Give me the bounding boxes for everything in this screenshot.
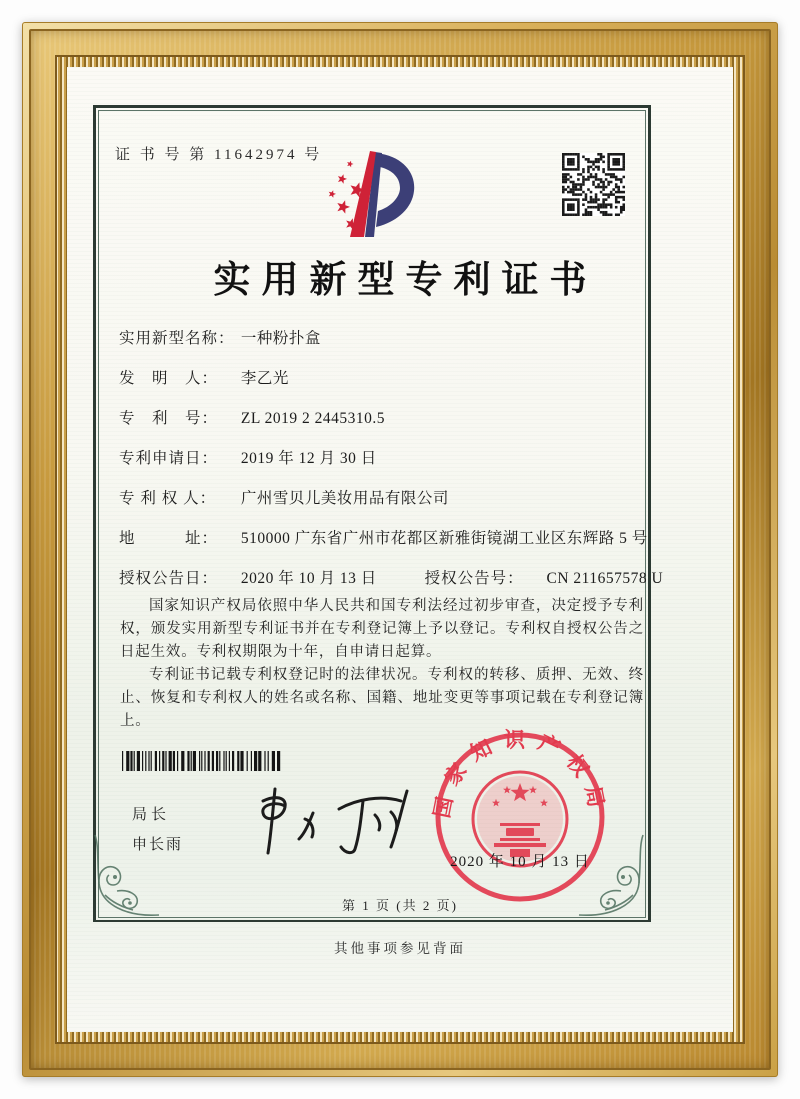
field-value: 2019 年 12 月 30 日 [240,450,377,467]
seal-date: 2020 年 10 月 13 日 [450,854,590,870]
grant-no-label: 授权公告号： [424,570,524,587]
field-row-patent-no [119,399,703,439]
field-value: 广州雪贝儿美妆用品有限公司 [240,490,449,507]
legal-paragraph-1: 国家知识产权局依照中华人民共和国专利法经过初步审查，决定授予专利权，颁发实用新型专利证书并在专利登记簿上予以登记。专利权自授权公告之日起生效。专利权期限为十年，自申请日起算。 [120,598,644,660]
signature-icon [235,779,415,861]
footer-note: 其他事项参见背面 [334,941,466,956]
field-value: ZL 2019 2 2445310.5 [240,410,385,427]
field-value: 2020 年 10 月 13 日 [240,570,377,587]
field-value: 李乙光 [240,370,289,387]
picture-frame-bead-strip [56,56,744,1043]
certificate-title: 实用新型专利证书 [213,260,598,301]
field-label: 授权公告日： [119,570,219,587]
field-row-name [119,319,703,359]
grant-no-value: CN 211657578 U [546,570,664,587]
certificate-fields [119,319,703,599]
field-value: 510000 广东省广州市花都区新雅街镜湖工业区东辉路 5 号 [240,530,648,547]
signer-title: 局长 [132,806,171,823]
field-value: 一种粉扑盒 [240,330,321,347]
field-row-filing-date [119,439,703,479]
picture-frame-inner-band [29,29,771,1070]
barcode-icon [122,751,284,771]
certificate-number: 证 书 号 第 11642974 号 [115,147,323,163]
legal-text [120,595,644,733]
certificate-paper [67,67,733,1032]
picture-frame [22,22,778,1077]
field-label: 实用新型名称： [119,330,235,347]
field-label: 专 利 权 人： [119,490,217,507]
field-row-address [119,519,703,559]
field-label: 专利申请日： [119,450,219,467]
cnipa-logo-icon [320,147,424,239]
field-row-grant [119,559,703,599]
qr-code-icon [562,153,625,216]
field-label: 专 利 号： [119,410,219,427]
field-label: 地 址： [119,530,219,547]
page-info: 第 1 页 (共 2 页) [342,898,458,913]
field-row-inventor [119,359,703,399]
field-row-patentee [119,479,703,519]
field-label: 发 明 人： [119,370,219,387]
signer-name: 申长雨 [132,836,184,853]
seal-text: 国家知识产权局 [430,728,610,820]
legal-paragraph-2: 专利证书记载专利权登记时的法律状况。专利权的转移、质押、无效、终止、恢复和专利权人的姓名或名称、国籍、地址变更等事项记载在专利登记簿上。 [120,667,644,729]
